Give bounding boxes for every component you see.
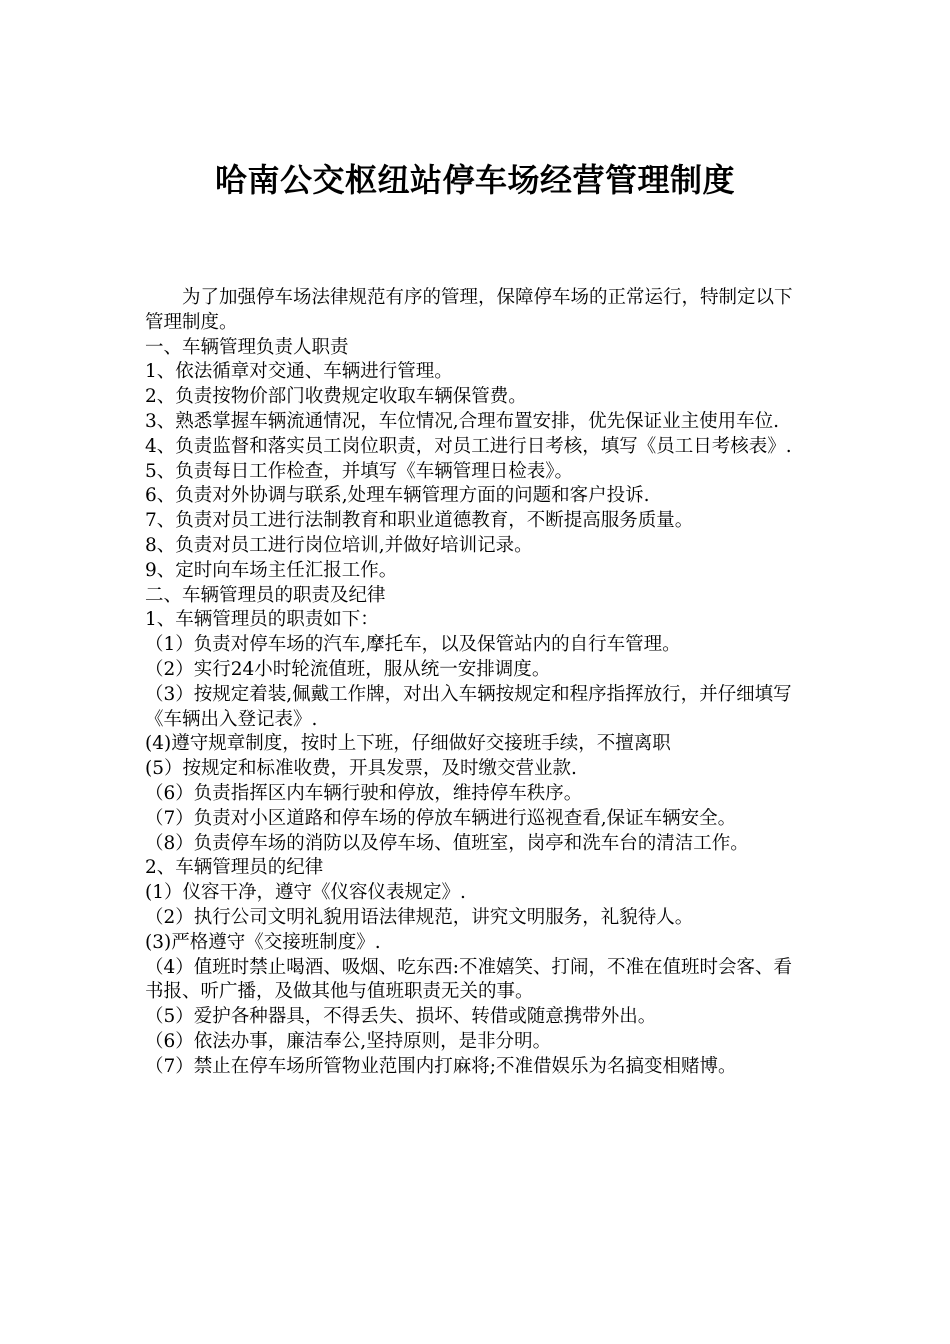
section-heading-2: 二、车辆管理员的职责及纪律	[145, 584, 386, 606]
section-heading-1: 一、车辆管理负责人职责	[145, 336, 349, 358]
list-item: 1、依法循章对交通、车辆进行管理。	[145, 361, 453, 383]
list-item: 6、负责对外协调与联系,处理车辆管理方面的问题和客户投诉.	[145, 485, 650, 507]
list-item: （7）禁止在停车场所管物业范围内打麻将;不准借娱乐为名搞变相赌博。	[145, 1055, 737, 1077]
list-item: 3、熟悉掌握车辆流通情况，车位情况,合理布置安排，优先保证业主使用车位.	[145, 410, 780, 432]
list-item: (1）仪容干净，遵守《仪容仪表规定》.	[145, 882, 466, 904]
subsection-heading: 1、车辆管理员的职责如下：	[145, 609, 379, 631]
list-item: （3）按规定着装,佩戴工作牌，对出入车辆按规定和程序指挥放行，并仔细填写《车辆出入登记表》.	[145, 683, 792, 730]
document-body	[145, 286, 810, 1080]
list-item: 2、负责按物价部门收费规定收取车辆保管费。	[145, 386, 527, 408]
list-item: （6）负责指挥区内车辆行驶和停放，维持停车秩序。	[145, 782, 583, 804]
list-item: （2）实行24小时轮流值班，服从统一安排调度。	[145, 658, 551, 680]
list-item: 5、负责每日工作检查，并填写《车辆管理日检表》。	[145, 460, 574, 482]
list-item: （8）负责停车场的消防以及停车场、值班室，岗亭和洗车台的清洁工作。	[145, 832, 749, 854]
list-item: （1）负责对停车场的汽车,摩托车，以及保管站内的自行车管理。	[145, 634, 681, 656]
list-item: （2）执行公司文明礼貌用语法律规范，讲究文明服务，礼貌待人。	[145, 906, 694, 928]
list-item: 8、负责对员工进行岗位培训,并做好培训记录。	[145, 534, 533, 556]
list-item: (4)遵守规章制度，按时上下班，仔细做好交接班手续，不擅离职	[145, 733, 671, 755]
list-item: （7）负责对小区道路和停车场的停放车辆进行巡视查看,保证车辆安全。	[145, 807, 737, 829]
list-item: （5）爱护各种器具，不得丢失、损坏、转借或随意携带外出。	[145, 1006, 657, 1028]
list-item: （4）值班时禁止喝酒、吸烟、吃东西:不准嬉笑、打闹，不准在值班时会客、看书报、听广播，及做其他与值班职责无关的事。	[145, 956, 793, 1003]
list-item: 9、定时向车场主任汇报工作。	[145, 559, 398, 581]
intro-paragraph: 为了加强停车场法律规范有序的管理，保障停车场的正常运行，特制定以下管理制度。	[145, 287, 793, 333]
subsection-heading: 2、车辆管理员的纪律	[145, 857, 324, 879]
list-item: (3)严格遵守《交接班制度》.	[145, 931, 381, 953]
document-title: 哈南公交枢纽站停车场经营管理制度	[214, 161, 735, 199]
list-item: (5）按规定和标准收费，开具发票，及时缴交营业款.	[145, 758, 577, 780]
list-item: 7、负责对员工进行法制教育和职业道德教育，不断提高服务质量。	[145, 510, 694, 532]
list-item: 4、负责监督和落实员工岗位职责，对员工进行日考核，填写《员工日考核表》.	[145, 435, 792, 457]
list-item: （6）依法办事，廉洁奉公,坚持原则，是非分明。	[145, 1030, 552, 1052]
